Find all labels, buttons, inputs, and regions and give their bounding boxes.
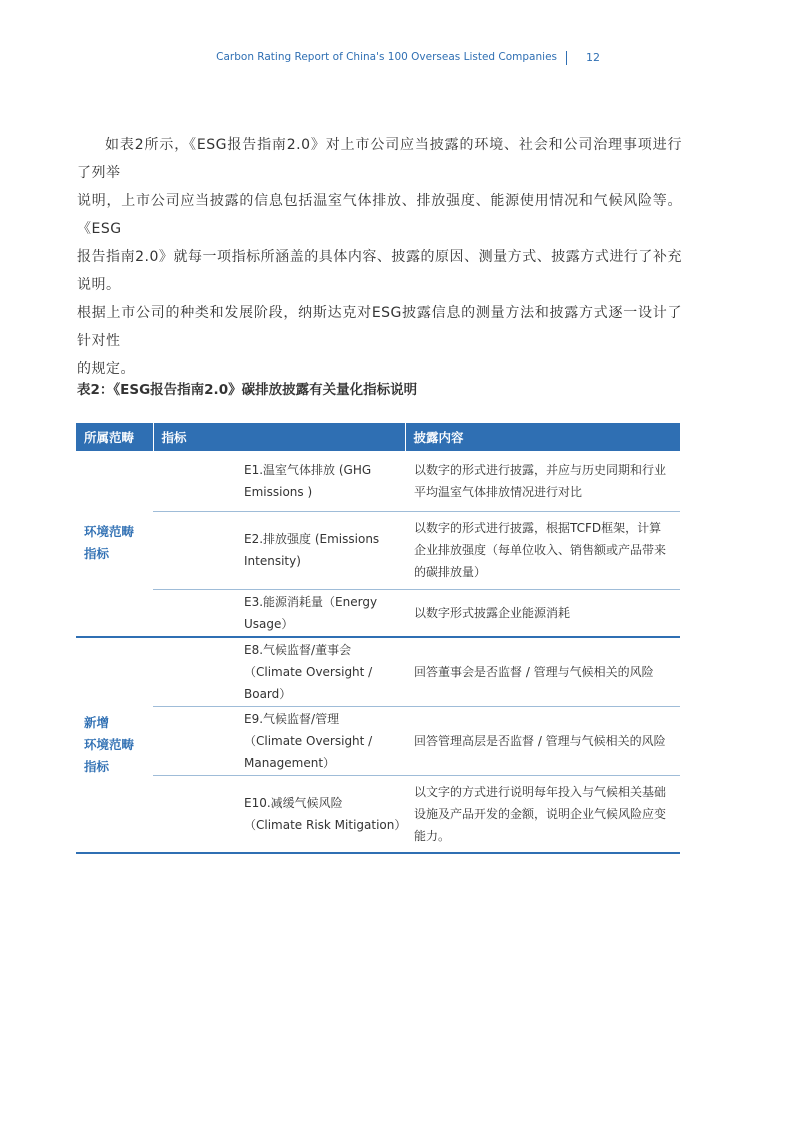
intro-paragraph <box>77 131 682 383</box>
indicator-line: E2.排放强度 (Emissions Intensity) <box>244 532 380 568</box>
disclosure-line: 以数字的形式进行披露，根据TCFD框架，计算 <box>414 521 662 535</box>
disclosure-line: 平均温室气体排放情况进行对比 <box>414 484 583 499</box>
table-row <box>76 706 680 775</box>
column-header-indicator: 指标 <box>153 423 405 451</box>
header-divider <box>566 51 567 65</box>
indicator-line: E10.减缓气候风险 <box>244 795 343 810</box>
indicator-cell <box>153 637 405 707</box>
intro-line: 报告指南2.0》就每一项指标所涵盖的具体内容、披露的原因、测量方式、披露方式进行了补充说明。 <box>77 249 682 293</box>
column-header-category: 所属范畴 <box>76 423 153 451</box>
table-row <box>76 451 680 511</box>
table-header-row <box>76 423 680 451</box>
disclosure-cell <box>405 706 680 775</box>
category-cell <box>76 637 153 854</box>
disclosure-cell <box>405 511 680 589</box>
indicator-line: （Climate Oversight / Board） <box>244 664 373 701</box>
disclosure-line: 以文字的方式进行说明每年投入与气候相关基础 <box>414 784 667 799</box>
category-label-line: 指标 <box>84 758 110 774</box>
disclosure-line: 的碳排放量） <box>414 565 487 579</box>
table-row <box>76 589 680 637</box>
indicator-line: E8.气候监督/董事会 <box>244 642 352 657</box>
page-number: 12 <box>586 51 600 64</box>
indicator-line: E3.能源消耗量（Energy Usage） <box>244 594 378 631</box>
table-row <box>76 511 680 589</box>
disclosure-line: 以数字的形式进行披露，并应与历史同期和行业 <box>414 462 667 477</box>
table-caption: 表2：《ESG报告指南2.0》碳排放披露有关量化指标说明 <box>77 382 418 398</box>
disclosure-cell <box>405 589 680 637</box>
disclosure-cell <box>405 451 680 511</box>
disclosure-line: 企业排放强度（每单位收入、销售额或产品带来 <box>414 543 667 557</box>
table-row <box>76 775 680 853</box>
category-label-line: 环境范畴 <box>84 736 135 752</box>
category-label-line: 新增 <box>84 714 110 730</box>
indicator-line: （Climate Oversight / Management） <box>244 733 373 770</box>
indicator-cell <box>153 451 405 511</box>
indicator-line: E1.温室气体排放 (GHG Emissions ) <box>244 462 372 499</box>
table-row <box>76 637 680 707</box>
indicator-cell <box>153 589 405 637</box>
intro-line: 如表2所示，《ESG报告指南2.0》对上市公司应当披露的环境、社会和公司治理事项进行了列举 <box>77 137 682 181</box>
disclosure-line: 回答董事会是否监督 / 管理与气候相关的风险 <box>414 664 654 679</box>
disclosure-line: 回答管理高层是否监督 / 管理与气候相关的风险 <box>414 733 666 748</box>
report-title: Carbon Rating Report of China's 100 Overseas Listed Companies <box>216 51 557 63</box>
intro-line: 说明，上市公司应当披露的信息包括温室气体排放、排放强度、能源使用情况和气候风险等。《ESG <box>77 193 682 237</box>
running-header <box>0 51 793 67</box>
indicator-line: E9.气候监督/管理 <box>244 711 340 726</box>
indicator-table <box>76 423 680 854</box>
disclosure-cell <box>405 775 680 853</box>
intro-line: 根据上市公司的种类和发展阶段，纳斯达克对ESG披露信息的测量方法和披露方式逐一设计了针对性 <box>77 305 682 349</box>
disclosure-line: 设施及产品开发的金额，说明企业气候风险应变 <box>414 806 667 821</box>
column-header-disclosure: 披露内容 <box>405 423 680 451</box>
intro-line: 的规定。 <box>77 361 135 377</box>
disclosure-cell <box>405 637 680 707</box>
indicator-cell <box>153 511 405 589</box>
indicator-cell <box>153 775 405 853</box>
indicator-cell <box>153 706 405 775</box>
category-label-line: 指标 <box>84 546 110 562</box>
indicator-line: （Climate Risk Mitigation） <box>244 817 407 832</box>
disclosure-line: 以数字形式披露企业能源消耗 <box>414 605 571 620</box>
disclosure-line: 能力。 <box>414 828 451 843</box>
category-label-line: 环境范畴 <box>84 524 135 540</box>
category-cell <box>76 451 153 637</box>
